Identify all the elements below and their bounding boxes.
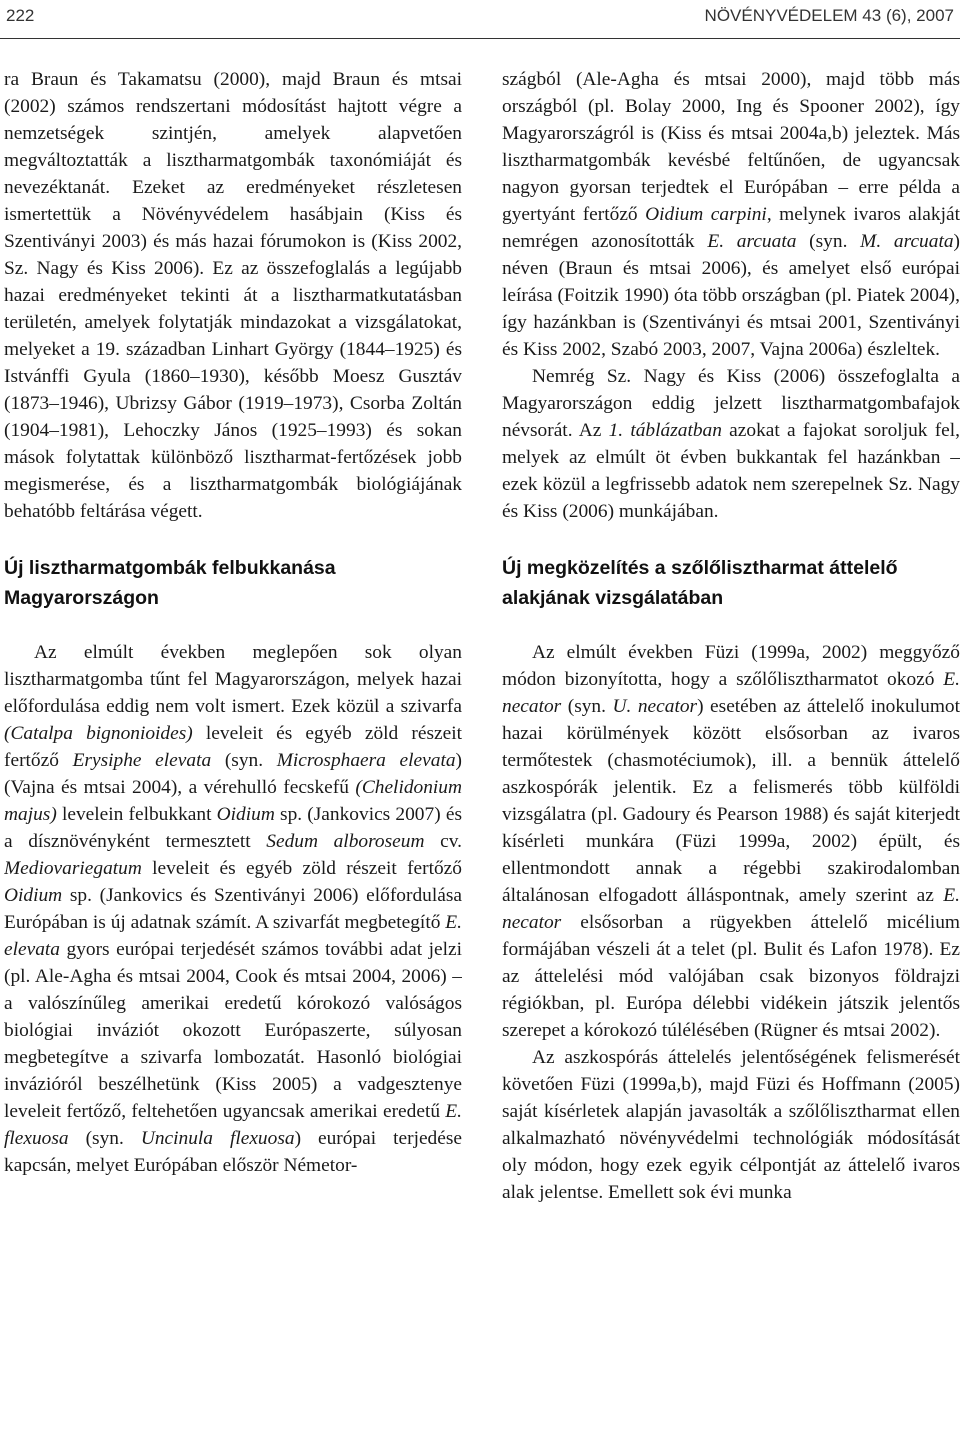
journal-title: NÖVÉNYVÉDELEM 43 (6), 2007 (704, 6, 954, 25)
text-run: , melynek ivaros alakját nemrégen azonosították (502, 204, 960, 252)
table-reference-paragraph (502, 363, 960, 525)
continuation-paragraph (502, 66, 960, 363)
italic-text-run: Oidium (4, 885, 63, 906)
italic-text-run: E. arcuata (707, 231, 797, 252)
text-run: leveleit és egyéb zöld részeit fertőző (141, 858, 462, 879)
grape-mildew-paragraph (502, 639, 960, 1044)
italic-text-run: (Catalpa bignonioides) (4, 723, 193, 744)
text-run: szágból (Ale-Agha és mtsai 2000), majd több más országból (pl. Bolay 2000, Ing és Spooner 2002), így Magyarországról is (Kiss és mtsai 2004a,b) jeleztek. Más lisztharmatgombák kevésbé feltűnően, de ugyancsak nagyon gyorsan terjedtek el Európában – erre példa a gyertyánt fertőző (502, 69, 960, 225)
section-heading-new-powdery-mildews: Új lisztharmatgombák felbukkanása Magyarországon (4, 557, 336, 609)
header-rule (0, 38, 960, 39)
text-run: Nemrég Sz. Nagy és Kiss (2006) összefoglalta a Magyarországon eddig jelzett lisztharmatgombafajok névsorát. Az (502, 366, 960, 441)
running-header (0, 0, 960, 38)
italic-text-run: Oidium (216, 804, 275, 825)
text-run: sp. (Jankovics és Szentiványi 2006) előfordulása Európában is új adatnak számít. A szivarfát megbetegítő (4, 885, 462, 933)
text-run: sp. (Jankovics 2007) és a dísznövényként termesztett (4, 804, 462, 852)
italic-text-run: (Chelidonium majus) (4, 777, 462, 825)
italic-text-run: M. arcuata (860, 231, 954, 252)
text-run: ) európai terjedése kapcsán, melyet Európában először Németor- (4, 1128, 462, 1176)
italic-text-run: Sedum alboroseum (266, 831, 425, 852)
text-run: (syn. (211, 750, 277, 771)
italic-text-run: E. necator (502, 669, 960, 717)
new-fungi-paragraph (4, 639, 462, 1179)
page-number: 222 (6, 6, 35, 25)
text-run: Az elmúlt években meglepően sok olyan lisztharmatgomba tűnt fel Magyarországon, melyek hazai előfordulása eddig nem volt ismert. Ezek közül a szivarfa (4, 642, 462, 717)
text-run: ) esetében az áttelelő inokulumot hazai körülmények között elsősorban az ivaros termőtestek (chasmotéciumok), ill. a bennük áttelelő aszkospórák jelentik. Ez a felismerés több külföldi vizsgálatra (pl. Gadoury és Pearson 1988) és saját kiterjedt kísérleti munkára (Füzi 1999a, 2002) épült, és ellentmondott annak a régebbi szakirodalomban általánosan elfogadott álláspontnak, amely szerint az (502, 696, 960, 906)
text-run: elsősorban a rügyekben áttelelő micélium formájában vészeli át a telet (pl. Bulit és Lafon 1978). Ez az áttelelési mód valójában csak bizonyos földrajzi régiókban, pl. Európa délebbi vidékein játszik jelentős szerepet a kórokozó túlélésében (Rügner és mtsai 2002). (502, 912, 960, 1041)
text-run: Az aszkospórás áttelelés jelentőségének felismerését követően Füzi (1999a,b), majd Füzi és Hoffmann (2005) saját kísérletek alapján javasolták a szőlőlisztharmat ellen alkalmazható növényvédelmi technológiák módosítását oly módon, hogy ezek egyik célpontját az áttelelő ivaros alak jelentse. Emellett sok évi munka (502, 1047, 960, 1203)
italic-text-run: E. flexuosa (4, 1101, 462, 1149)
italic-text-run: Oidium carpini (645, 204, 767, 225)
text-run: cv. (424, 831, 462, 852)
right-column (502, 66, 960, 1438)
italic-text-run: Erysiphe elevata (72, 750, 212, 771)
text-run: (syn. (561, 696, 613, 717)
italic-text-run: 1. táblázatban (608, 420, 722, 441)
ascospore-paragraph (502, 1044, 960, 1206)
italic-text-run: Uncinula flexuosa (140, 1128, 295, 1149)
left-column (4, 66, 462, 1438)
text-run: ) (Vajna és mtsai 2004), a vérehulló fecskefű (4, 750, 462, 798)
text-run: Az elmúlt években Füzi (1999a, 2002) meggyőző módon bizonyította, hogy a szőlőlisztharmatot okozó (502, 642, 960, 690)
italic-text-run: Microsphaera elevata (276, 750, 456, 771)
italic-text-run: E. necator (502, 885, 960, 933)
section-heading-grape-mildew: Új megközelítés a szőlőlisztharmat áttelelő alakjának vizsgálatában (502, 557, 898, 609)
text-run: azokat a fajokat soroljuk fel, melyek az elmúlt öt évben bukkantak fel hazánkban – ezek közül a legfrissebb adatok nem szerepelnek Sz. Nagy és Kiss (2006) munkájában. (502, 420, 960, 522)
text-run: gyors európai terjedését számos további adat jelzi (pl. Ale-Agha és mtsai 2004, Cook és mtsai 2004, 2006) – a valószínűleg amerikai eredetű kórokozó valóságos biológiai inváziót okozott Európaszerte, súlyosan megbetegítve a szivarfa lombozatát. Hasonló biológiai invázióról beszélhetünk (Kiss 2005) a vadgesztenye leveleit fertőző, feltehetően ugyancsak amerikai eredetű (4, 939, 462, 1122)
italic-text-run: Mediovariegatum (4, 858, 142, 879)
text-run: ) néven (Braun és mtsai 2006), és amelyet első európai leírása (Foitzik 1990) óta több országban (pl. Piatek 2004), így hazánkban is (Szentiványi és mtsai 2001, Szentiványi és Kiss 2002, Szabó 2003, 2007, Vajna 2006a) észleltek. (502, 231, 960, 360)
text-run: leveleit és egyéb zöld részeit fertőző (4, 723, 462, 771)
text-run: (syn. (796, 231, 861, 252)
intro-paragraph (4, 66, 462, 525)
text-run: ra Braun és Takamatsu (2000), majd Braun és mtsai (2002) számos rendszertani módosítást hajtott végre a nemzetségek szintjén, amelyek alapvetően megváltoztatták a lisztharmatgombák taxonómiáját és nevezéktanát. Ezeket az eredményeket részletesen ismertettük a Növényvédelem hasábjain (Kiss és Szentiványi 2003) és más hazai fórumokon is (Kiss 2002, Sz. Nagy és Kiss 2006). Ez az összefoglalás a legújabb hazai eredményeket tekinti át a lisztharmatkutatásban területén, amelyek folytatják mindazokat a vizsgálatokat, melyeket a 19. században Linhart György (1844–1925) és Istvánffi Gyula (1860–1930), később Moesz Gusztáv (1873–1946), Ubrizsy Gábor (1919–1973), Csorba Zoltán (1904–1981), Lehoczky János (1925–1993) és sokan mások folytattak különböző lisztharmat-fertőzések jobb megismerése, és a lisztharmatgombák biológiájának behatóbb feltárása végett. (4, 69, 462, 522)
text-run: (syn. (68, 1128, 141, 1149)
italic-text-run: U. necator (612, 696, 698, 717)
italic-text-run: E. elevata (4, 912, 462, 960)
text-run: levelein felbukkant (56, 804, 217, 825)
